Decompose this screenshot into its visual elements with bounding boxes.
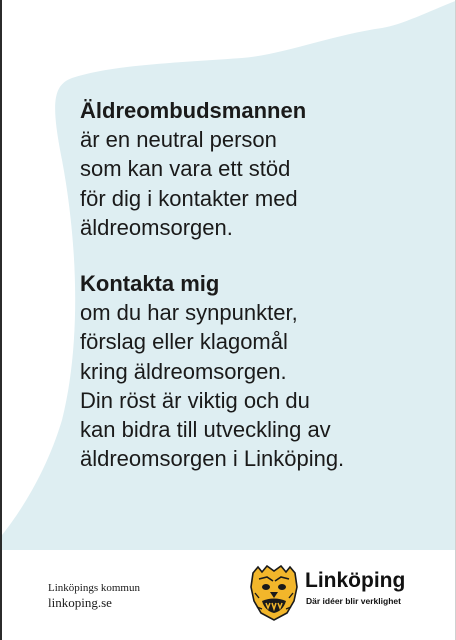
lion-head-icon xyxy=(249,565,299,621)
heading-aldreombudsmannen: Äldreombudsmannen xyxy=(80,98,307,123)
logo-wordmark: Linköping xyxy=(305,569,406,592)
logo-tagline: Där idéer blir verklighet xyxy=(306,596,401,606)
municipality-name: Linköpings kommun xyxy=(48,582,140,594)
heading-kontakta-mig: Kontakta mig xyxy=(80,271,220,297)
intro-paragraph: är en neutral person som kan vara ett stöd för dig i kontakter med äldreomsorgen. xyxy=(80,127,298,240)
linkoping-logo xyxy=(249,565,419,621)
contact-paragraph: om du har synpunkter, förslag eller klagomål kring äldreomsorgen. Din röst är viktig och du kan bidra till utveckling av äldreomsorgen i Linköping. xyxy=(80,300,345,472)
main-text xyxy=(80,96,440,473)
website-link[interactable]: linkoping.se xyxy=(48,595,112,610)
footer-contact xyxy=(48,582,140,611)
